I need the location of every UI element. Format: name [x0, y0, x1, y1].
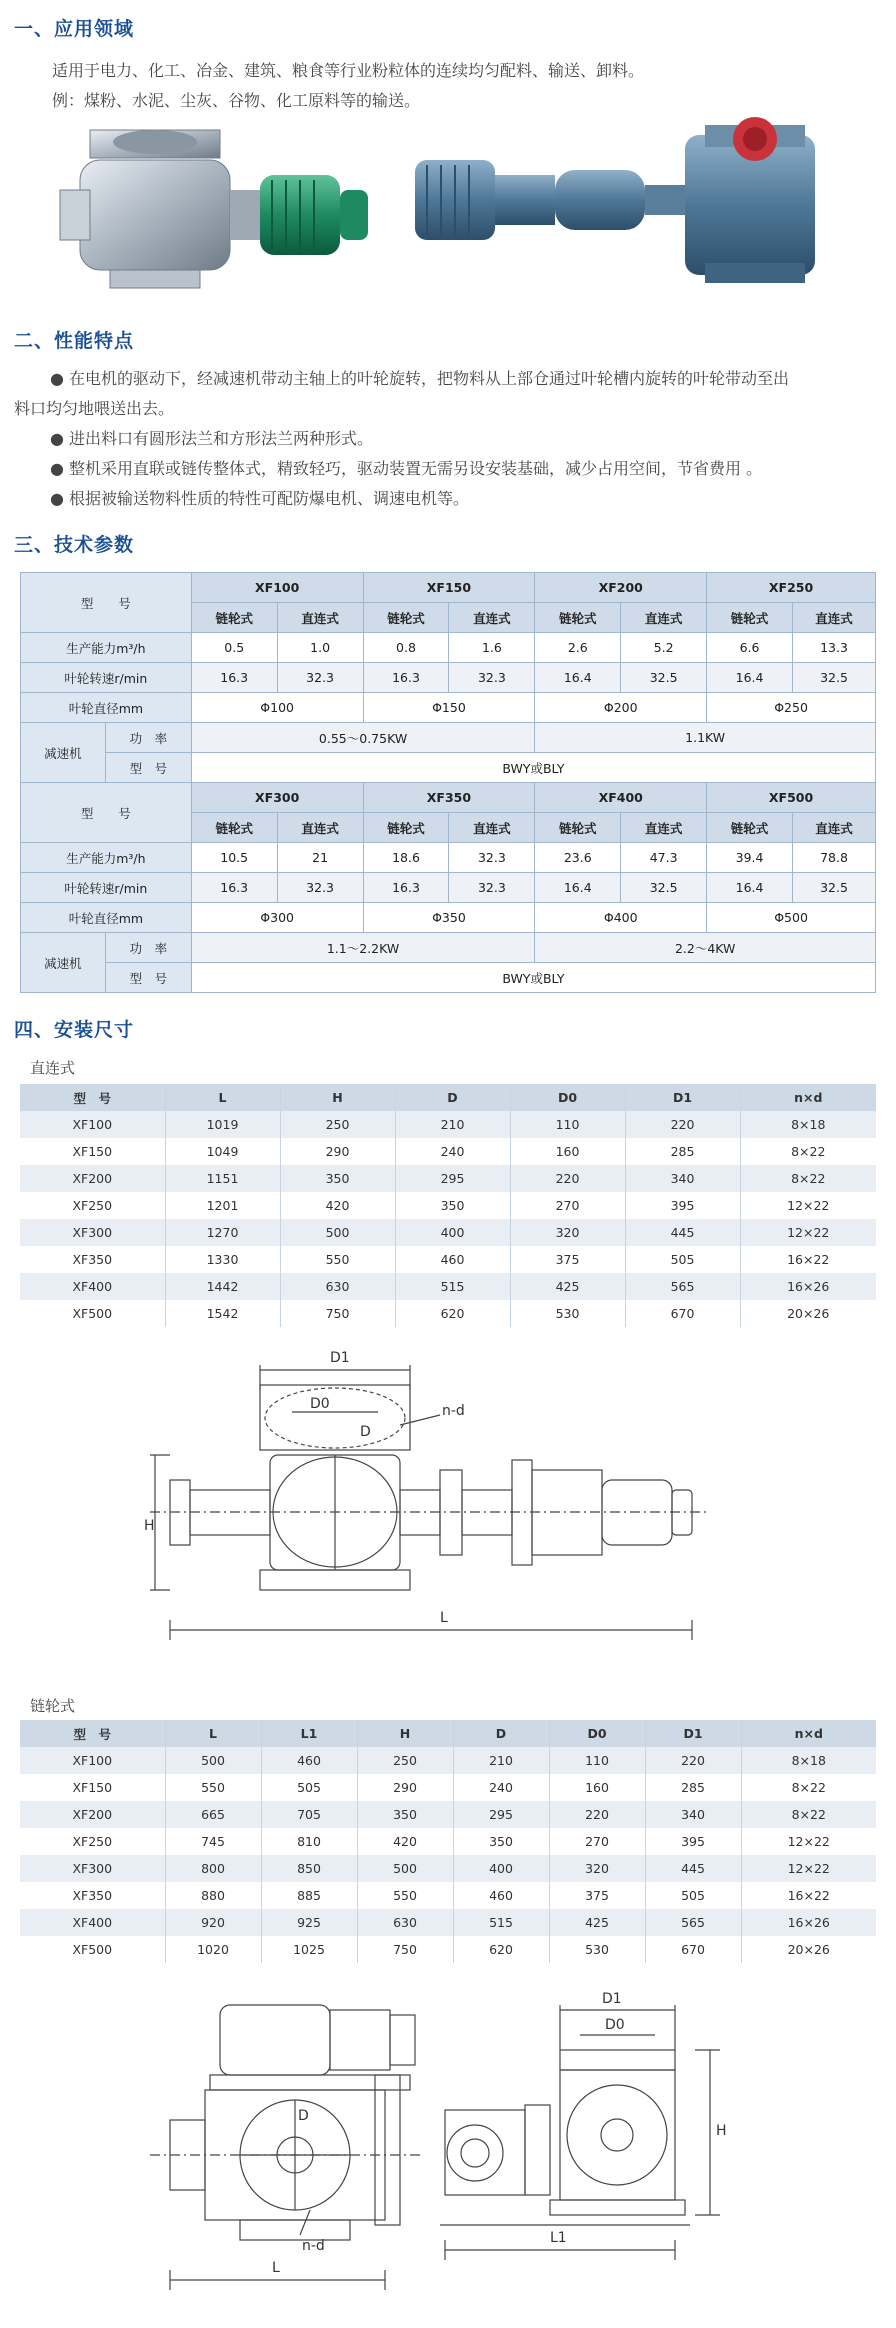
- chain-cell: 8×18: [741, 1747, 876, 1774]
- direct-cell: 1201: [165, 1192, 280, 1219]
- spec-cell: Φ250: [707, 693, 876, 723]
- spec-cell: BWY或BLY: [191, 963, 875, 993]
- spec-cell: 32.5: [793, 663, 876, 693]
- label-d1: D1: [330, 1350, 350, 1366]
- direct-header: 型 号: [20, 1084, 165, 1111]
- chain-cell: 505: [261, 1774, 357, 1801]
- chain-cell: 285: [645, 1774, 741, 1801]
- section-title-features: 二、性能特点: [14, 330, 135, 352]
- feature-3: ● 整机采用直联或链传整体式，精致轻巧，驱动装置无需另设安装基础，减少占用空间，节省费用 。: [50, 459, 763, 478]
- direct-dim-rows: [20, 1111, 876, 1327]
- chain-row: [20, 1855, 876, 1882]
- direct-cell: 220: [510, 1165, 625, 1192]
- spec-cell: Φ350: [363, 903, 535, 933]
- direct-cell: 750: [280, 1300, 395, 1327]
- spec-model-label-2: 型 号: [21, 783, 192, 843]
- direct-cell: 1270: [165, 1219, 280, 1246]
- spec-reducer-label: 减速机: [21, 933, 106, 993]
- chain-cell: 630: [357, 1909, 453, 1936]
- direct-cell: XF200: [20, 1165, 165, 1192]
- spec-cell: 13.3: [793, 633, 876, 663]
- spec-cell: 32.3: [449, 663, 535, 693]
- direct-cell: 350: [280, 1165, 395, 1192]
- spec-chain: 链轮式: [191, 603, 277, 633]
- spec-power-label: 功 率: [105, 933, 191, 963]
- section-title-install: 四、安装尺寸: [14, 1019, 135, 1041]
- spec-direct: 直连式: [621, 813, 707, 843]
- chain-cell: 220: [645, 1747, 741, 1774]
- chain-cell: 425: [549, 1909, 645, 1936]
- spec-cell: 21: [277, 843, 363, 873]
- direct-cell: 320: [510, 1219, 625, 1246]
- chain-cell: 420: [357, 1828, 453, 1855]
- spec-power-label: 功 率: [105, 723, 191, 753]
- spec-cell: 16.3: [191, 873, 277, 903]
- label-nd: n-d: [302, 2238, 325, 2254]
- direct-cell: 565: [625, 1273, 740, 1300]
- spec-cell: Φ300: [191, 903, 363, 933]
- direct-cell: 20×26: [740, 1300, 876, 1327]
- spec-model: XF300: [191, 783, 363, 813]
- chain-cell: 445: [645, 1855, 741, 1882]
- direct-cell: 530: [510, 1300, 625, 1327]
- section-title-application: 一、应用领域: [14, 18, 135, 40]
- direct-cell: 8×22: [740, 1165, 876, 1192]
- chain-cell: XF350: [20, 1882, 165, 1909]
- direct-cell: 250: [280, 1111, 395, 1138]
- label-h: H: [144, 1518, 155, 1534]
- chain-cell: 550: [165, 1774, 261, 1801]
- chain-cell: 500: [165, 1747, 261, 1774]
- chain-cell: 1025: [261, 1936, 357, 1963]
- direct-row: [20, 1219, 876, 1246]
- spec-model: XF200: [535, 573, 707, 603]
- spec-chain: 链轮式: [535, 813, 621, 843]
- chain-cell: XF250: [20, 1828, 165, 1855]
- spec-cell: 10.5: [191, 843, 277, 873]
- direct-row: [20, 1300, 876, 1327]
- spec-cell: 1.0: [277, 633, 363, 663]
- direct-dim-table: [20, 1084, 876, 1327]
- direct-cell: 515: [395, 1273, 510, 1300]
- chain-cell: 340: [645, 1801, 741, 1828]
- chain-cell: 160: [549, 1774, 645, 1801]
- spec-cell: 6.6: [707, 633, 793, 663]
- chain-cell: 665: [165, 1801, 261, 1828]
- chain-header: D0: [549, 1720, 645, 1747]
- chain-dim-table: [20, 1720, 876, 1963]
- label-l1: L1: [550, 2230, 567, 2246]
- chain-cell: 620: [453, 1936, 549, 1963]
- direct-cell: 8×22: [740, 1138, 876, 1165]
- chain-cell: 500: [357, 1855, 453, 1882]
- chain-header: 型 号: [20, 1720, 165, 1747]
- chain-row: [20, 1828, 876, 1855]
- direct-cell: 270: [510, 1192, 625, 1219]
- label-d1: D1: [602, 1991, 622, 2007]
- feature-1-line-2: 料口均匀地喂送出去。: [14, 399, 175, 418]
- spec-cell: Φ100: [191, 693, 363, 723]
- chain-cell: XF200: [20, 1801, 165, 1828]
- direct-cell: 620: [395, 1300, 510, 1327]
- direct-cell: 290: [280, 1138, 395, 1165]
- chain-cell: 705: [261, 1801, 357, 1828]
- label-d: D: [298, 2108, 309, 2124]
- spec-direct: 直连式: [277, 813, 363, 843]
- feature-2: ● 进出料口有圆形法兰和方形法兰两种形式。: [50, 429, 374, 448]
- spec-model: XF250: [707, 573, 876, 603]
- direct-cell: 400: [395, 1219, 510, 1246]
- direct-header: D: [395, 1084, 510, 1111]
- chain-header: D1: [645, 1720, 741, 1747]
- spec-chain: 链轮式: [363, 813, 449, 843]
- spec-cell: 1.6: [449, 633, 535, 663]
- spec-capacity-label: 生产能力m³/h: [21, 633, 192, 663]
- spec-model: XF400: [535, 783, 707, 813]
- direct-cell: 1019: [165, 1111, 280, 1138]
- spec-type-label: 型 号: [105, 963, 191, 993]
- direct-caption: 直连式: [30, 1059, 76, 1077]
- chain-caption: 链轮式: [30, 1697, 76, 1715]
- chain-cell: 920: [165, 1909, 261, 1936]
- chain-cell: 460: [261, 1747, 357, 1774]
- spec-chain: 链轮式: [535, 603, 621, 633]
- label-d0: D0: [605, 2017, 625, 2033]
- direct-cell: XF350: [20, 1246, 165, 1273]
- chain-cell: 810: [261, 1828, 357, 1855]
- direct-cell: XF400: [20, 1273, 165, 1300]
- spec-cell: 32.3: [449, 843, 535, 873]
- feature-4: ● 根据被输送物料性质的特性可配防爆电机、调速电机等。: [50, 489, 470, 508]
- label-h: H: [716, 2123, 727, 2139]
- spec-cell: 16.4: [535, 873, 621, 903]
- chain-cell: 565: [645, 1909, 741, 1936]
- label-d0: D0: [310, 1396, 330, 1412]
- chain-cell: 210: [453, 1747, 549, 1774]
- direct-cell: 12×22: [740, 1192, 876, 1219]
- chain-cell: 16×22: [741, 1882, 876, 1909]
- spec-cell: Φ400: [535, 903, 707, 933]
- direct-cell: 1049: [165, 1138, 280, 1165]
- direct-cell: XF500: [20, 1300, 165, 1327]
- direct-cell: 285: [625, 1138, 740, 1165]
- chain-cell: 515: [453, 1909, 549, 1936]
- chain-header: L: [165, 1720, 261, 1747]
- direct-cell: 160: [510, 1138, 625, 1165]
- spec-cell: 18.6: [363, 843, 449, 873]
- spec-cell: 47.3: [621, 843, 707, 873]
- direct-header: n×d: [740, 1084, 876, 1111]
- direct-cell: 12×22: [740, 1219, 876, 1246]
- spec-cell: 1.1～2.2KW: [191, 933, 535, 963]
- chain-cell: 240: [453, 1774, 549, 1801]
- spec-cell: 16.3: [363, 873, 449, 903]
- spec-direct: 直连式: [277, 603, 363, 633]
- spec-cell: 2.6: [535, 633, 621, 663]
- chain-cell: 20×26: [741, 1936, 876, 1963]
- spec-chain: 链轮式: [363, 603, 449, 633]
- direct-header: H: [280, 1084, 395, 1111]
- product-photo-direct: [50, 120, 370, 295]
- chain-cell: 530: [549, 1936, 645, 1963]
- spec-direct: 直连式: [449, 813, 535, 843]
- chain-cell: 8×22: [741, 1774, 876, 1801]
- spec-direct: 直连式: [793, 603, 876, 633]
- spec-direct: 直连式: [621, 603, 707, 633]
- direct-cell: 1442: [165, 1273, 280, 1300]
- chain-cell: 8×22: [741, 1801, 876, 1828]
- spec-cell: 0.55～0.75KW: [191, 723, 535, 753]
- direct-cell: 210: [395, 1111, 510, 1138]
- direct-row: [20, 1111, 876, 1138]
- direct-cell: XF300: [20, 1219, 165, 1246]
- spec-model: XF150: [363, 573, 535, 603]
- direct-header: D0: [510, 1084, 625, 1111]
- spec-type-label: 型 号: [105, 753, 191, 783]
- direct-row: [20, 1138, 876, 1165]
- spec-cell: 78.8: [793, 843, 876, 873]
- label-l: L: [440, 1610, 448, 1626]
- chain-cell: XF400: [20, 1909, 165, 1936]
- direct-cell: 460: [395, 1246, 510, 1273]
- spec-table: [20, 572, 876, 993]
- direct-cell: 550: [280, 1246, 395, 1273]
- chain-row: [20, 1936, 876, 1963]
- chain-cell: 850: [261, 1855, 357, 1882]
- spec-cell: Φ150: [363, 693, 535, 723]
- direct-cell: 395: [625, 1192, 740, 1219]
- chain-cell: 550: [357, 1882, 453, 1909]
- chain-cell: 110: [549, 1747, 645, 1774]
- spec-direct: 直连式: [449, 603, 535, 633]
- direct-row: [20, 1165, 876, 1192]
- chain-cell: 880: [165, 1882, 261, 1909]
- chain-header: n×d: [741, 1720, 876, 1747]
- application-line-2: 例：煤粉、水泥、尘灰、谷物、化工原料等的输送。: [52, 91, 421, 110]
- spec-cell: Φ500: [707, 903, 876, 933]
- chain-cell: 400: [453, 1855, 549, 1882]
- chain-cell: 800: [165, 1855, 261, 1882]
- spec-cell: 32.5: [621, 873, 707, 903]
- chain-cell: 460: [453, 1882, 549, 1909]
- spec-chain: 链轮式: [707, 603, 793, 633]
- spec-cell: 32.3: [449, 873, 535, 903]
- chain-cell: 925: [261, 1909, 357, 1936]
- direct-cell: XF100: [20, 1111, 165, 1138]
- direct-cell: 1151: [165, 1165, 280, 1192]
- direct-cell: 445: [625, 1219, 740, 1246]
- chain-cell: 295: [453, 1801, 549, 1828]
- chain-row: [20, 1801, 876, 1828]
- spec-cell: 16.4: [707, 873, 793, 903]
- chain-cell: 885: [261, 1882, 357, 1909]
- direct-cell: 340: [625, 1165, 740, 1192]
- spec-diameter-label: 叶轮直径mm: [21, 693, 192, 723]
- direct-cell: XF150: [20, 1138, 165, 1165]
- chain-cell: XF150: [20, 1774, 165, 1801]
- chain-cell: XF300: [20, 1855, 165, 1882]
- direct-cell: 500: [280, 1219, 395, 1246]
- chain-cell: 250: [357, 1747, 453, 1774]
- direct-cell: 240: [395, 1138, 510, 1165]
- chain-row: [20, 1774, 876, 1801]
- spec-cell: 5.2: [621, 633, 707, 663]
- spec-cell: 0.5: [191, 633, 277, 663]
- chain-cell: 1020: [165, 1936, 261, 1963]
- direct-row: [20, 1273, 876, 1300]
- direct-cell: 1542: [165, 1300, 280, 1327]
- spec-speed-label: 叶轮转速r/min: [21, 873, 192, 903]
- product-photo-chain: [405, 125, 850, 285]
- spec-cell: 32.3: [277, 873, 363, 903]
- spec-cell: 23.6: [535, 843, 621, 873]
- spec-cell: 16.4: [707, 663, 793, 693]
- chain-cell: 290: [357, 1774, 453, 1801]
- spec-cell: 1.1KW: [535, 723, 876, 753]
- direct-cell: XF250: [20, 1192, 165, 1219]
- chain-cell: 505: [645, 1882, 741, 1909]
- spec-cell: BWY或BLY: [191, 753, 875, 783]
- direct-cell: 8×18: [740, 1111, 876, 1138]
- direct-cell: 670: [625, 1300, 740, 1327]
- spec-cell: 32.5: [621, 663, 707, 693]
- chain-cell: 395: [645, 1828, 741, 1855]
- direct-cell: 375: [510, 1246, 625, 1273]
- chain-cell: 270: [549, 1828, 645, 1855]
- spec-reducer-label: 减速机: [21, 723, 106, 783]
- chain-cell: 12×22: [741, 1828, 876, 1855]
- direct-header: L: [165, 1084, 280, 1111]
- spec-chain: 链轮式: [191, 813, 277, 843]
- direct-cell: 350: [395, 1192, 510, 1219]
- chain-header: L1: [261, 1720, 357, 1747]
- chain-cell: XF100: [20, 1747, 165, 1774]
- spec-cell: 32.5: [793, 873, 876, 903]
- direct-cell: 425: [510, 1273, 625, 1300]
- chain-header: D: [453, 1720, 549, 1747]
- direct-cell: 1330: [165, 1246, 280, 1273]
- spec-cell: 39.4: [707, 843, 793, 873]
- chain-row: [20, 1909, 876, 1936]
- direct-header: D1: [625, 1084, 740, 1111]
- chain-row: [20, 1747, 876, 1774]
- feature-1-line-1: ● 在电机的驱动下，经减速机带动主轴上的叶轮旋转，把物料从上部仓通过叶轮槽内旋转的叶轮带动至出: [50, 369, 790, 388]
- chain-cell: XF500: [20, 1936, 165, 1963]
- direct-cell: 630: [280, 1273, 395, 1300]
- direct-cell: 16×26: [740, 1273, 876, 1300]
- spec-model: XF350: [363, 783, 535, 813]
- direct-cell: 16×22: [740, 1246, 876, 1273]
- spec-capacity-label: 生产能力m³/h: [21, 843, 192, 873]
- chain-cell: 350: [453, 1828, 549, 1855]
- direct-row: [20, 1246, 876, 1273]
- spec-cell: 0.8: [363, 633, 449, 663]
- direct-cell: 110: [510, 1111, 625, 1138]
- chain-cell: 320: [549, 1855, 645, 1882]
- spec-cell: 16.3: [363, 663, 449, 693]
- chain-cell: 745: [165, 1828, 261, 1855]
- chain-row: [20, 1882, 876, 1909]
- chain-cell: 16×26: [741, 1909, 876, 1936]
- chain-dim-rows: [20, 1747, 876, 1963]
- direct-cell: 295: [395, 1165, 510, 1192]
- application-line-1: 适用于电力、化工、冶金、建筑、粮食等行业粉粒体的连续均匀配料、输送、卸料。: [52, 61, 645, 80]
- spec-model: XF500: [707, 783, 876, 813]
- spec-model: XF100: [191, 573, 363, 603]
- chain-cell: 350: [357, 1801, 453, 1828]
- spec-chain: 链轮式: [707, 813, 793, 843]
- spec-cell: 32.3: [277, 663, 363, 693]
- chain-cell: 220: [549, 1801, 645, 1828]
- chain-drawing: [150, 1985, 750, 2315]
- spec-cell: 2.2～4KW: [535, 933, 876, 963]
- direct-cell: 220: [625, 1111, 740, 1138]
- spec-diameter-label: 叶轮直径mm: [21, 903, 192, 933]
- spec-cell: Φ200: [535, 693, 707, 723]
- label-l: L: [272, 2260, 280, 2276]
- label-nd: n-d: [442, 1403, 465, 1419]
- spec-speed-label: 叶轮转速r/min: [21, 663, 192, 693]
- chain-cell: 670: [645, 1936, 741, 1963]
- label-d: D: [360, 1424, 371, 1440]
- spec-cell: 16.4: [535, 663, 621, 693]
- section-title-specs: 三、技术参数: [14, 534, 135, 556]
- direct-cell: 505: [625, 1246, 740, 1273]
- spec-direct: 直连式: [793, 813, 876, 843]
- spec-model-label-1: 型 号: [21, 573, 192, 633]
- chain-cell: 12×22: [741, 1855, 876, 1882]
- spec-cell: 16.3: [191, 663, 277, 693]
- chain-header: H: [357, 1720, 453, 1747]
- chain-cell: 750: [357, 1936, 453, 1963]
- direct-drawing: [144, 1340, 750, 1680]
- direct-row: [20, 1192, 876, 1219]
- direct-cell: 420: [280, 1192, 395, 1219]
- chain-cell: 375: [549, 1882, 645, 1909]
